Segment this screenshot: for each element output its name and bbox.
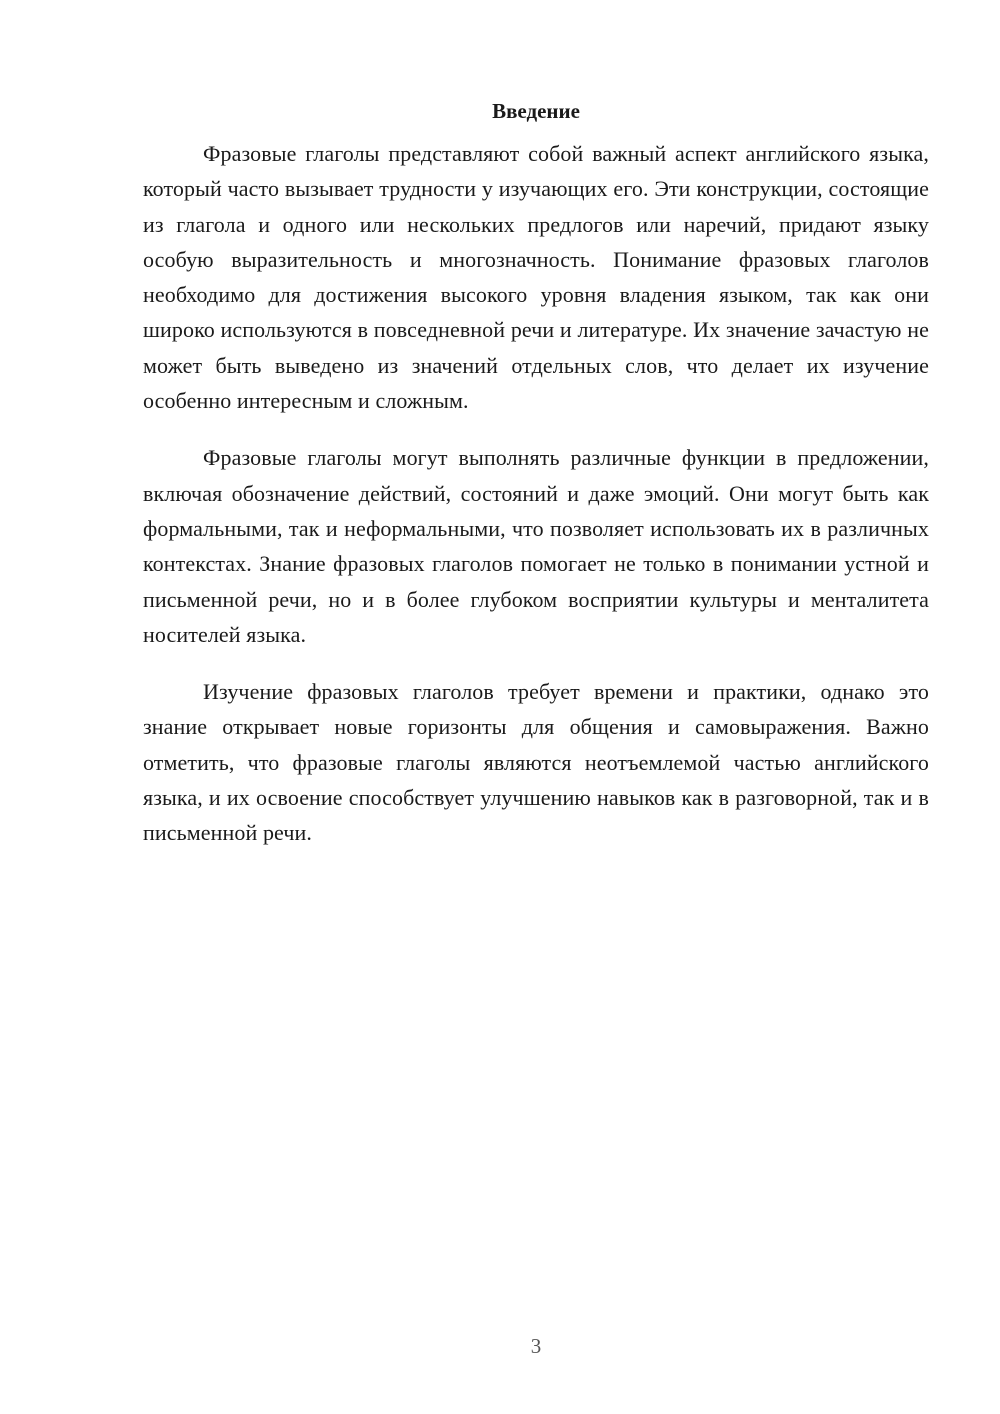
paragraph-2: Фразовые глаголы могут выполнять различные функции в предложении, включая обозначение действий, состояний и даже эмоций. Они могут быть как формальными, так и неформальными, что позволяет использовать их в различных контекстах. Знание фразовых глаголов помогает не только в понимании устной и письменной речи, но и в более глубоком восприятии культуры и менталитета носителей языка.	[143, 445, 929, 647]
paragraph-3: Изучение фразовых глаголов требует времени и практики, однако это знание открывает новые горизонты для общения и самовыражения. Важно отметить, что фразовые глаголы являются неотъемлемой частью английского языка, и их освоение способствует улучшению навыков как в разговорной, так и в письменной речи.	[143, 679, 929, 846]
page-number: 3	[530, 1334, 542, 1358]
page-content	[143, 96, 929, 873]
paragraph-1: Фразовые глаголы представляют собой важный аспект английского языка, который часто вызывает трудности у изучающих его. Эти конструкции, состоящие из глагола и одного или нескольких предлогов или наречий, придают языку особую выразительность и многозначность. Понимание фразовых глаголов необходимо для достижения высокого уровня владения языком, так как они широко используются в повседневной речи и литературе. Их значение зачастую не может быть выведено из значений отдельных слов, что делает их изучение особенно интересным и сложным.	[143, 141, 929, 414]
section-heading: Введение	[492, 99, 580, 123]
